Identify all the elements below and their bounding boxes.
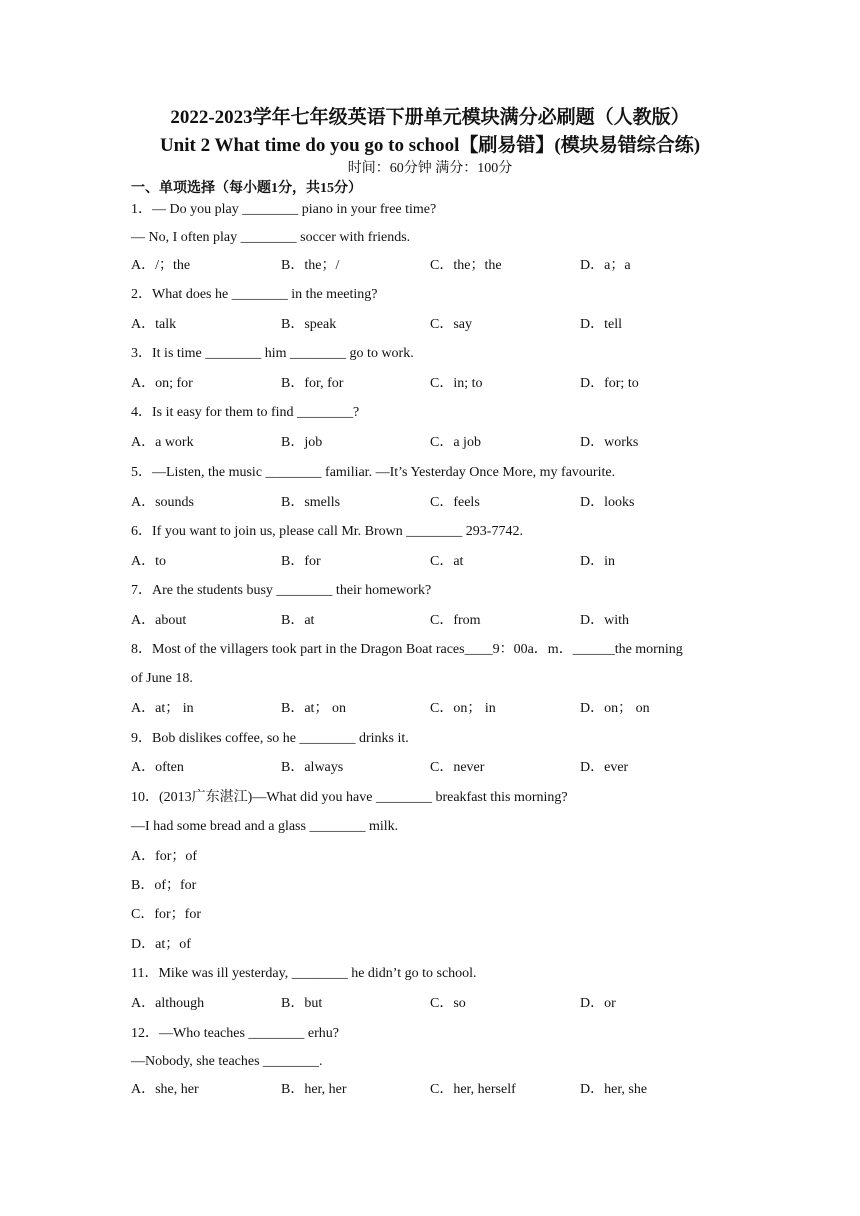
question-7-option-a: A．about xyxy=(131,613,187,628)
question-6-option-a: A．to xyxy=(131,554,166,569)
question-1-stem-line2: — No, I often play ________ soccer with friends. xyxy=(131,230,411,245)
unit-title: Unit 2 What time do you go to school【刷易错】(模块易错综合练) xyxy=(159,135,701,156)
question-1-option-d: D．a；a xyxy=(580,258,631,273)
question-10-option-d: D．at；of xyxy=(131,937,191,952)
question-9-stem: 9．Bob dislikes coffee, so he ________ drinks it. xyxy=(131,731,409,746)
question-4-option-b: B．job xyxy=(281,435,323,450)
question-5-option-c: C．feels xyxy=(430,495,480,510)
question-10-option-b: B．of；for xyxy=(131,878,197,893)
question-1-option-a: A．/；the xyxy=(131,258,191,273)
question-12-option-d: D．her, she xyxy=(580,1082,648,1097)
question-2-option-b: B．speak xyxy=(281,317,337,332)
question-6-stem: 6．If you want to join us, please call Mr. Brown ________ 293-7742. xyxy=(131,524,523,539)
question-2-option-c: C．say xyxy=(430,317,472,332)
section-heading: 一、单项选择（每小题1分，共15分） xyxy=(131,181,362,196)
question-8-option-a: A．at； in xyxy=(131,701,194,716)
question-1-option-b: B．the；/ xyxy=(281,258,340,273)
question-3-stem: 3．It is time ________ him ________ go to work. xyxy=(131,346,414,361)
question-7-option-b: B．at xyxy=(281,613,315,628)
question-3-option-c: C．in; to xyxy=(430,376,483,391)
question-6-option-d: D．in xyxy=(580,554,615,569)
exam-info: 时间：60分钟 满分：100分 xyxy=(347,161,513,176)
question-3-option-b: B．for, for xyxy=(281,376,344,391)
question-12-stem: 12．—Who teaches ________ erhu? xyxy=(131,1026,339,1041)
question-3-option-d: D．for; to xyxy=(580,376,639,391)
question-10-stem: 10．(2013广东湛江)—What did you have ________ breakfast this morning? xyxy=(131,790,568,805)
question-11-option-a: A．although xyxy=(131,996,205,1011)
question-5-option-b: B．smells xyxy=(281,495,341,510)
question-4-option-a: A．a work xyxy=(131,435,194,450)
question-10-option-c: C．for；for xyxy=(131,907,201,922)
question-12-option-c: C．her, herself xyxy=(430,1082,516,1097)
question-2-option-d: D．tell xyxy=(580,317,622,332)
question-8-stem-line2: of June 18. xyxy=(131,671,193,686)
question-9-option-b: B．always xyxy=(281,760,344,775)
question-11-option-b: B．but xyxy=(281,996,323,1011)
question-8-option-b: B．at； on xyxy=(281,701,346,716)
question-8-option-c: C．on； in xyxy=(430,701,496,716)
question-7-option-c: C．from xyxy=(430,613,481,628)
question-6-option-b: B．for xyxy=(281,554,321,569)
question-2-stem: 2．What does he ________ in the meeting? xyxy=(131,287,378,302)
question-11-stem: 11．Mike was ill yesterday, ________ he didn’t go to school. xyxy=(131,966,477,981)
question-12-option-b: B．her, her xyxy=(281,1082,347,1097)
question-6-option-c: C．at xyxy=(430,554,464,569)
question-10-option-a: A．for；of xyxy=(131,849,198,864)
page-title: 2022-2023学年七年级英语下册单元模块满分必刷题（人教版） xyxy=(170,107,690,128)
question-1-option-c: C．the；the xyxy=(430,258,502,273)
question-9-option-c: C．never xyxy=(430,760,485,775)
question-7-option-d: D．with xyxy=(580,613,629,628)
question-9-option-a: A．often xyxy=(131,760,184,775)
question-10-stem-line2: —I had some bread and a glass ________ milk. xyxy=(131,819,399,834)
question-11-option-d: D．or xyxy=(580,996,616,1011)
question-1-stem: 1．— Do you play ________ piano in your free time? xyxy=(131,202,437,217)
question-9-option-d: D．ever xyxy=(580,760,629,775)
question-5-option-a: A．sounds xyxy=(131,495,195,510)
question-4-option-d: D．works xyxy=(580,435,639,450)
question-4-stem: 4．Is it easy for them to find ________? xyxy=(131,405,360,420)
question-11-option-c: C．so xyxy=(430,996,466,1011)
question-5-stem: 5．—Listen, the music ________ familiar. —It’s Yesterday Once More, my favourite. xyxy=(131,465,616,480)
question-8-option-d: D．on； on xyxy=(580,701,650,716)
question-4-option-c: C．a job xyxy=(430,435,481,450)
question-2-option-a: A．talk xyxy=(131,317,177,332)
question-8-stem: 8．Most of the villagers took part in the Dragon Boat races____9：00a．m．______the morning xyxy=(131,642,683,657)
question-3-option-a: A．on; for xyxy=(131,376,193,391)
question-12-option-a: A．she, her xyxy=(131,1082,199,1097)
question-12-stem-line2: —Nobody, she teaches ________. xyxy=(131,1054,323,1069)
question-5-option-d: D．looks xyxy=(580,495,635,510)
question-7-stem: 7．Are the students busy ________ their homework? xyxy=(131,583,432,598)
